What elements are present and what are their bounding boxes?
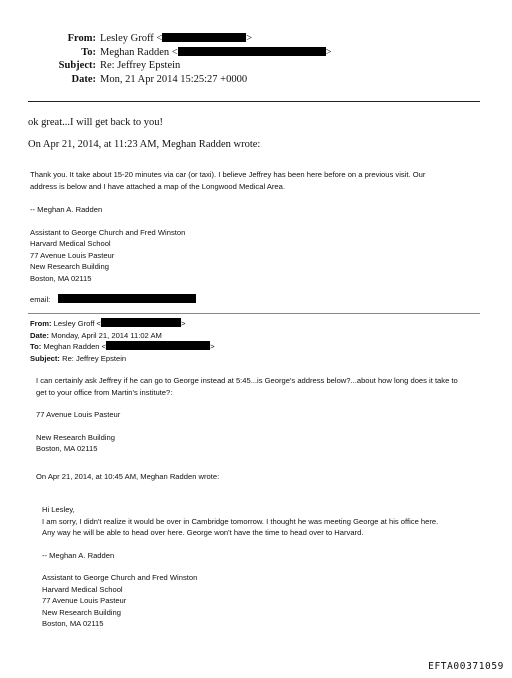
header-date-row — [0, 73, 512, 87]
from-value: Lesley Groff < — [100, 33, 163, 44]
from-value: Lesley Groff < — [53, 319, 101, 328]
from-label: From: — [67, 33, 96, 44]
header-subject-row — [0, 59, 512, 73]
from-close: > — [181, 319, 186, 328]
signature-line: Boston, MA 02115 — [30, 273, 92, 283]
address-line: Boston, MA 02115 — [36, 444, 98, 453]
signature-block — [42, 572, 494, 630]
body-line: I can certainly ask Jeffrey if he can go to George instead at 5:45...is George's address below?...about how long does it take to — [36, 376, 458, 385]
signature-line: Harvard Medical School — [30, 239, 111, 248]
date-value: Mon, 21 Apr 2014 15:25:27 +0000 — [100, 73, 248, 85]
to-label: To: — [30, 342, 42, 351]
message-body-1 — [30, 169, 482, 306]
signoff: -- Meghan A. Radden — [30, 205, 103, 214]
signature-line: Harvard Medical School — [42, 584, 123, 594]
signature-line: Assistant to George Church and Fred Winston — [42, 573, 198, 582]
body-line: address is below and I have attached a map of the Longwood Medical Area. — [30, 181, 285, 191]
address-line: New Research Building — [36, 432, 115, 442]
email-header — [0, 32, 512, 86]
signature-line: Boston, MA 02115 — [42, 619, 104, 628]
email-label: email: — [30, 295, 51, 304]
subject-label: Subject: — [58, 60, 96, 71]
signature-block — [30, 227, 482, 285]
from-close: > — [246, 33, 253, 44]
redaction-bar — [162, 33, 246, 42]
body-line: get to your office from Martin's institute?: — [36, 387, 173, 397]
signature-line: 77 Avenue Louis Pasteur — [30, 250, 115, 260]
body-line: Any way he will be able to head over here. George won't have the time to head over to Harvard. — [42, 528, 364, 537]
reply-text: ok great...I will get back to you! — [28, 117, 164, 128]
date-label: Date: — [71, 73, 96, 85]
subject-value: Re: Jeffrey Epstein — [62, 353, 127, 363]
header-from-row — [0, 32, 512, 46]
header-to-row — [0, 46, 512, 60]
redaction-bar — [101, 318, 181, 327]
to-value: Meghan Radden < — [100, 46, 178, 58]
quote-intro: On Apr 21, 2014, at 11:23 AM, Meghan Radden wrote: — [28, 139, 261, 150]
body-line: I am sorry, I didn't realize it would be over in Cambridge tomorrow. I thought he was meeting George at his office here. — [42, 516, 439, 526]
body-line: Thank you. It take about 15-20 minutes via car (or taxi). I believe Jeffrey has been here before on a previous visit. Our — [30, 170, 426, 179]
document-id: EFTA00371059 — [428, 661, 504, 672]
redaction-bar — [106, 341, 210, 350]
message-body-3 — [42, 504, 494, 630]
to-close: > — [210, 342, 215, 351]
to-close: > — [325, 46, 332, 58]
message-divider — [28, 313, 480, 314]
message-header-2 — [30, 318, 482, 364]
address-line: 77 Avenue Louis Pasteur — [36, 410, 121, 419]
signature-line: Assistant to George Church and Fred Winston — [30, 227, 186, 237]
date-value: Monday, April 21, 2014 11:02 AM — [51, 330, 162, 340]
subject-label: Subject: — [30, 353, 60, 363]
subject-value: Re: Jeffrey Epstein — [100, 60, 181, 71]
email-line — [30, 294, 482, 306]
signature-line: New Research Building — [42, 607, 121, 617]
signature-line: 77 Avenue Louis Pasteur — [42, 596, 127, 605]
redaction-bar — [58, 294, 196, 303]
signature-line: New Research Building — [30, 262, 109, 271]
quote-intro: On Apr 21, 2014, at 10:45 AM, Meghan Radden wrote: — [36, 471, 220, 481]
greeting: Hi Lesley, — [42, 505, 75, 514]
from-label: From: — [30, 319, 52, 328]
redaction-bar — [178, 47, 326, 56]
message-body-2 — [36, 375, 488, 482]
to-label: To: — [81, 46, 96, 58]
signoff: -- Meghan A. Radden — [42, 550, 115, 560]
to-value: Meghan Radden < — [43, 342, 107, 351]
date-label: Date: — [30, 330, 49, 340]
header-divider — [28, 101, 480, 102]
